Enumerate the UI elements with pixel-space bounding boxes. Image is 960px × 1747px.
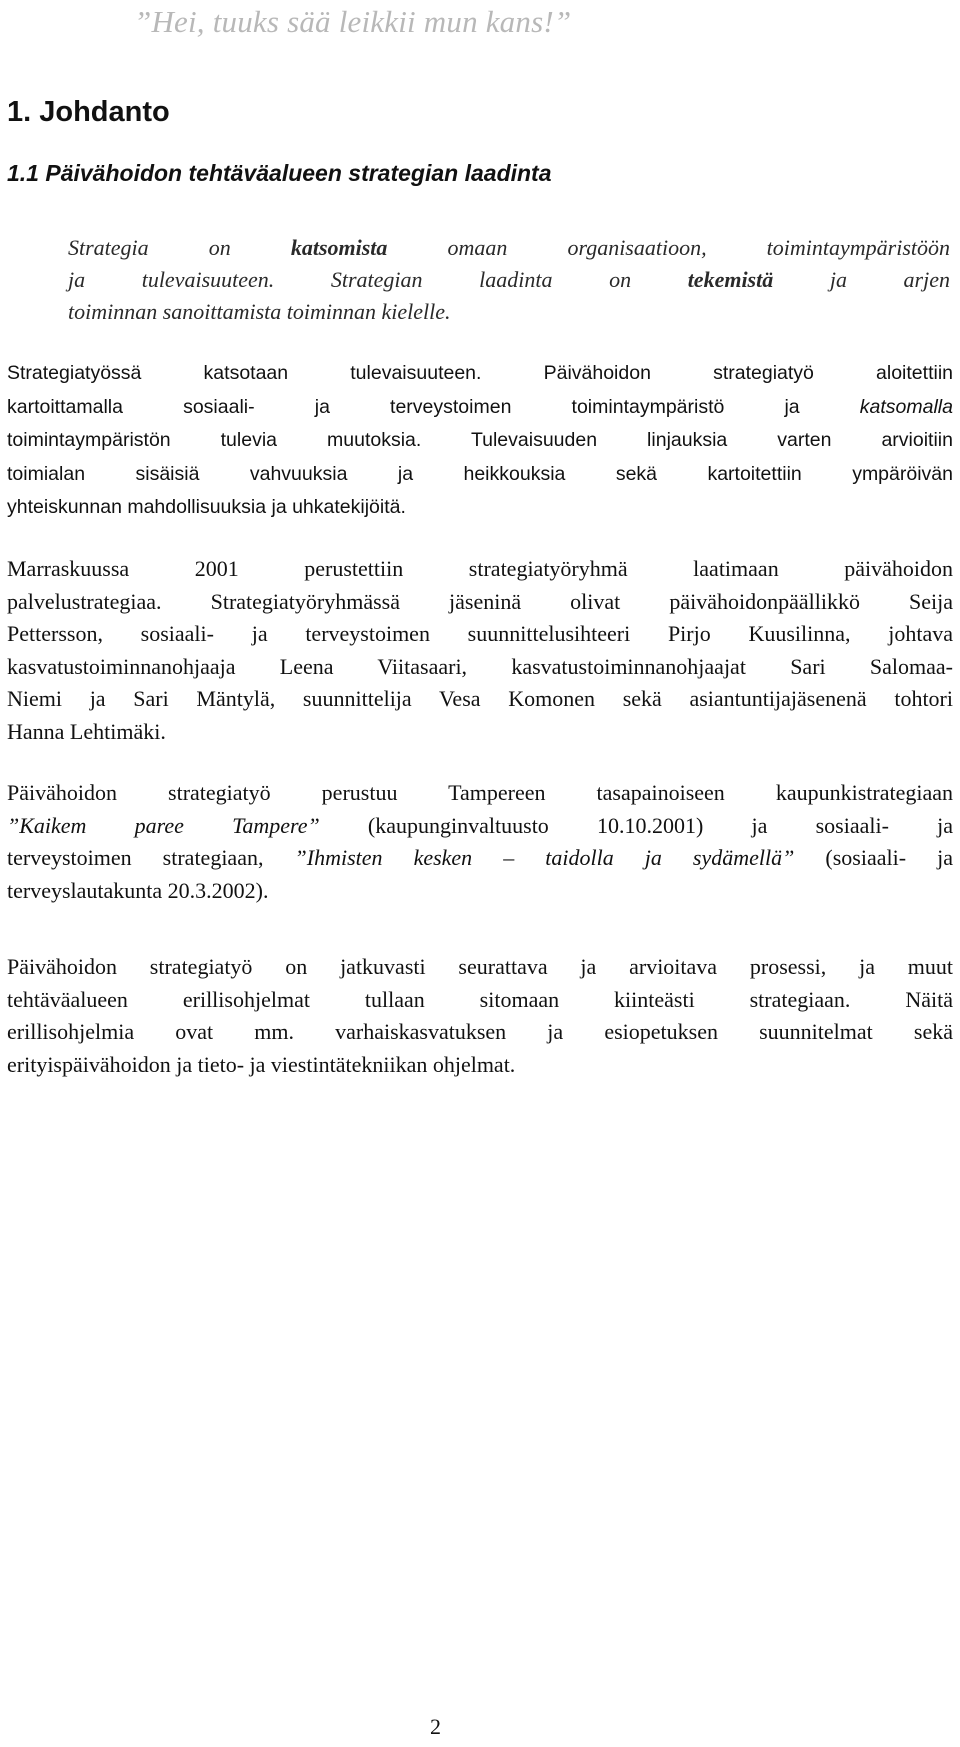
chapter-heading: 1. Johdanto [7,96,170,128]
text-line: ”Kaikem paree Tampere” (kaupunginvaltuusto 10.10.2001) ja sosiaali- ja [7,812,954,838]
paragraph-working-group [7,553,953,748]
strategy-quote [68,232,950,328]
section-heading: 1.1 Päivähoidon tehtäväalueen strategian laadinta [7,160,552,186]
text-line: yhteiskunnan mahdollisuuksia ja uhkatekijöitä. [7,496,406,518]
quote-line: ja tulevaisuuteen. Strategian laadinta on tekemistä ja arjen [68,267,950,292]
text-line: terveyslautakunta 20.3.2002). [7,877,269,903]
text-line: Marraskuussa 2001 perustettiin strategiatyöryhmä laatimaan päivähoidon [7,556,953,581]
text-line: Pettersson, sosiaali- ja terveystoimen suunnittelusihteeri Pirjo Kuusilinna, johtava [7,621,953,646]
text-line: Hanna Lehtimäki. [7,718,166,744]
text-line: tehtäväalueen erillisohjelmat tullaan sitomaan kiinteästi strategiaan. Näitä [7,986,953,1012]
text-line: kasvatustoiminnanohjaaja Leena Viitasaari, kasvatustoiminnanohjaajat Sari Salomaa- [7,653,953,679]
text-line: Päivähoidon strategiatyö perustuu Tampereen tasapainoiseen kaupunkistrategiaan [7,780,953,805]
quote-line: toiminnan sanoittamista toiminnan kielelle. [68,299,451,324]
text-line: Niemi ja Sari Mäntylä, suunnittelija Vesa Komonen sekä asiantuntijajäsenenä tohtori [7,686,953,711]
text-line: kartoittamalla sosiaali- ja terveystoimen toimintaympäristö ja katsomalla [7,395,953,418]
text-line: erityispäivähoidon ja tieto- ja viestintätekniikan ohjelmat. [7,1051,516,1077]
text-line: palvelustrategiaa. Strategiatyöryhmässä jäseninä olivat päivähoidonpäällikkö Seija [7,588,953,614]
text-line: toimialan sisäisiä vahvuuksia ja heikkouksia sekä kartoitettiin ympäröivän [7,462,953,485]
motto-quote: ”Hei, tuuks sää leikkii mun kans!” [134,4,572,39]
text-line: Strategiatyössä katsotaan tulevaisuuteen. Päivähoidon strategiatyö aloitettiin [7,362,953,384]
paragraph-continuous-process [7,951,953,1081]
text-line: terveystoimen strategiaan, ”Ihmisten kesken – taidolla ja sydämellä” (sosiaali- ja [7,845,953,870]
text-line: erillisohjelmia ovat mm. varhaiskasvatuksen ja esiopetuksen suunnitelmat sekä [7,1019,953,1044]
paragraph-city-strategy [7,777,953,907]
quote-line: Strategia on katsomista omaan organisaatioon, toimintaympäristöön [68,235,950,260]
text-line: Päivähoidon strategiatyö on jatkuvasti seurattava ja arvioitava prosessi, ja muut [7,954,953,979]
paragraph-strategy-work [7,357,953,525]
page-number: 2 [430,1714,441,1739]
text-line: toimintaympäristön tulevia muutoksia. Tulevaisuuden linjauksia varten arvioitiin [7,429,953,451]
